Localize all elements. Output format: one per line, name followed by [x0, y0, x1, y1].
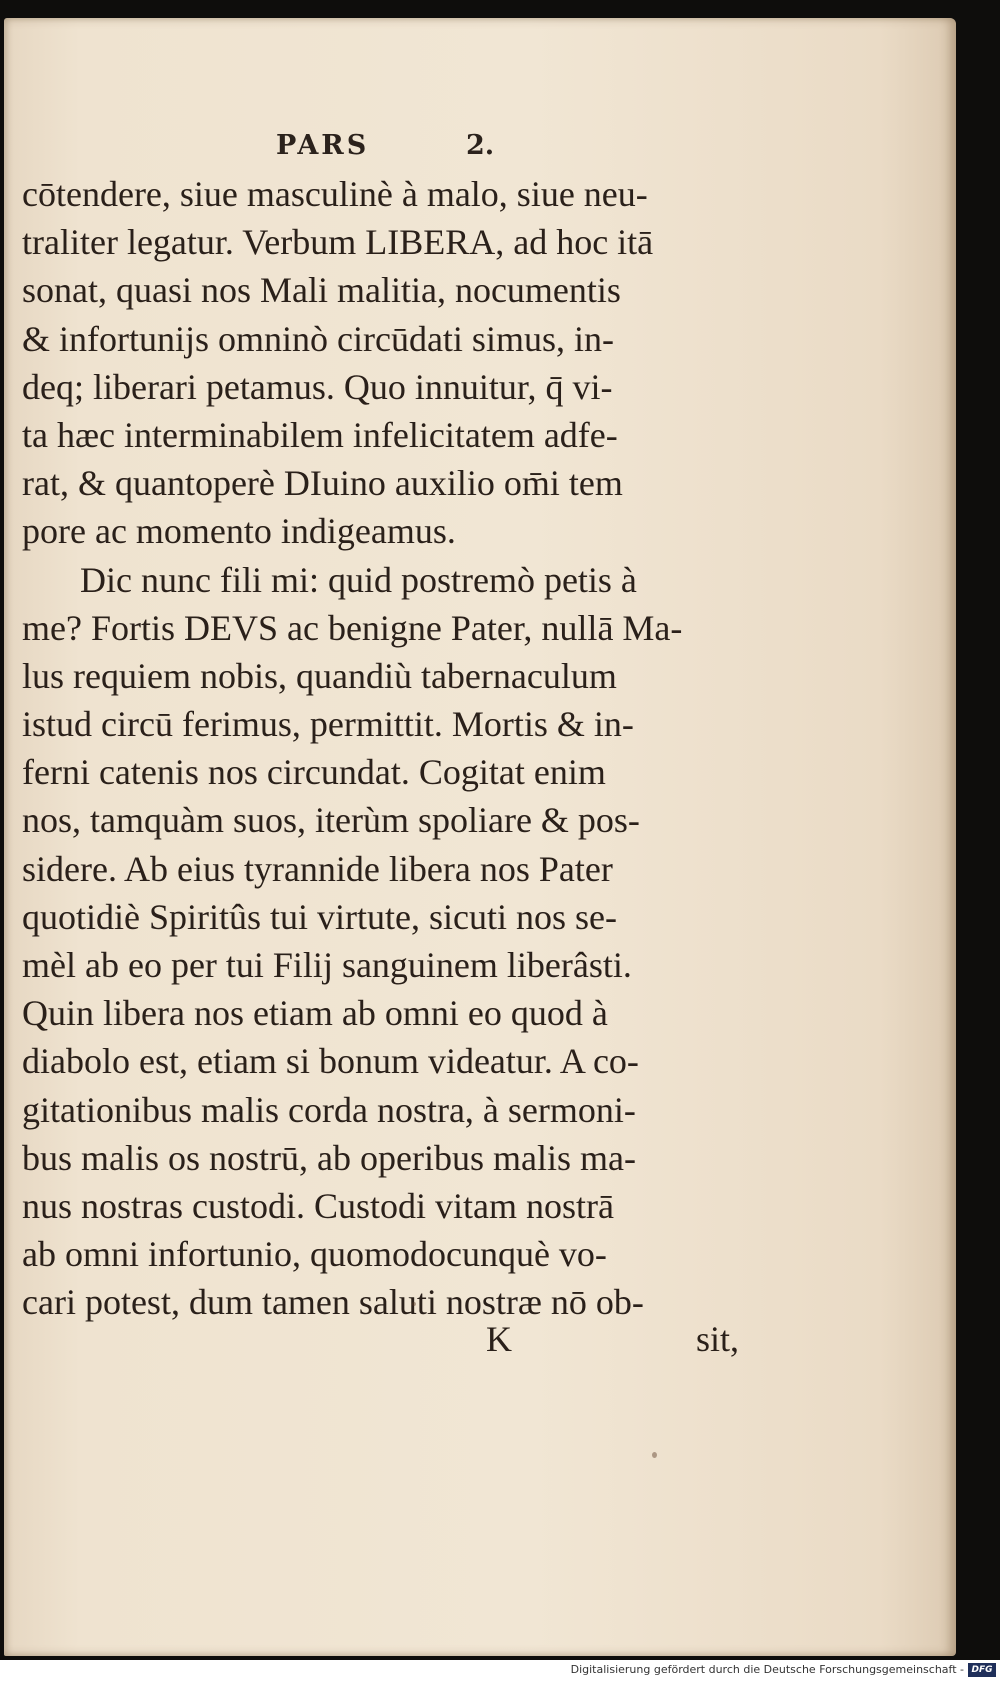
- funding-credit: Digitalisierung gefördert durch die Deutsche Forschungsgemeinschaft -: [570, 1663, 964, 1676]
- running-head: [4, 130, 956, 170]
- text-line: bus malis os nostrū, ab operibus malis ma-: [22, 1137, 636, 1178]
- text-line: ab omni infortunio, quomodocunquè vo-: [22, 1234, 607, 1275]
- page-footer: [4, 1318, 956, 1366]
- text-line: ta hæc interminabilem infelicitatem adfe-: [22, 414, 618, 455]
- part-number: 2.: [466, 130, 495, 161]
- text-line: Quin libera nos etiam ab omni eo quod à: [22, 993, 608, 1034]
- text-line: cari potest, dum tamen saluti nostræ nō ob-: [22, 1282, 644, 1323]
- text-line: traliter legatur. Verbum LIBERA, ad hoc itā: [22, 222, 654, 263]
- text-line: lus requiem nobis, quandiù tabernaculum: [22, 655, 617, 696]
- text-line: deq; liberari petamus. Quo innuitur, q̄ vi-: [22, 366, 613, 407]
- running-title: PARS: [276, 130, 370, 161]
- text-line: gitationibus malis corda nostra, à sermoni-: [22, 1089, 636, 1130]
- paper-spot: [412, 1302, 416, 1306]
- text-line: mèl ab eo per tui Filij sanguinem liberâsti.: [22, 945, 632, 985]
- text-block: [22, 170, 762, 1327]
- book-page: [4, 18, 956, 1656]
- text-line: pore ac momento indigeamus.: [22, 511, 456, 552]
- text-line: & infortunijs omninò circūdati simus, in-: [22, 318, 614, 359]
- text-line: rat, & quantoperè DIuino auxilio om̄i tem: [22, 463, 623, 504]
- text-line: istud circū ferimus, permittit. Mortis & in-: [22, 704, 634, 745]
- catchword: sit,: [696, 1319, 740, 1359]
- text-line: Dic nunc fili mi: quid postremò petis à: [80, 559, 637, 600]
- credit-bar: [0, 1660, 1000, 1681]
- text-line: sidere. Ab eius tyrannide libera nos Pater: [22, 848, 613, 889]
- text-line: ferni catenis nos circundat. Cogitat enim: [22, 752, 606, 793]
- text-line: cōtendere, siue masculinè à malo, siue neu-: [22, 174, 648, 214]
- signature-mark: K: [486, 1319, 512, 1359]
- paper-spot: [652, 1452, 657, 1458]
- dfg-logo-icon: DFG: [968, 1663, 996, 1677]
- text-line: diabolo est, etiam si bonum videatur. A co-: [22, 1041, 639, 1082]
- text-line: me? Fortis DEVS ac benigne Pater, nullā Ma-: [22, 607, 683, 648]
- text-line: nus nostras custodi. Custodi vitam nostrā: [22, 1185, 614, 1226]
- text-line: nos, tamquàm suos, iterùm spoliare & pos-: [22, 800, 640, 841]
- text-line: sonat, quasi nos Mali malitia, nocumentis: [22, 270, 621, 311]
- text-line: quotidiè Spiritûs tui virtute, sicuti nos se-: [22, 896, 617, 937]
